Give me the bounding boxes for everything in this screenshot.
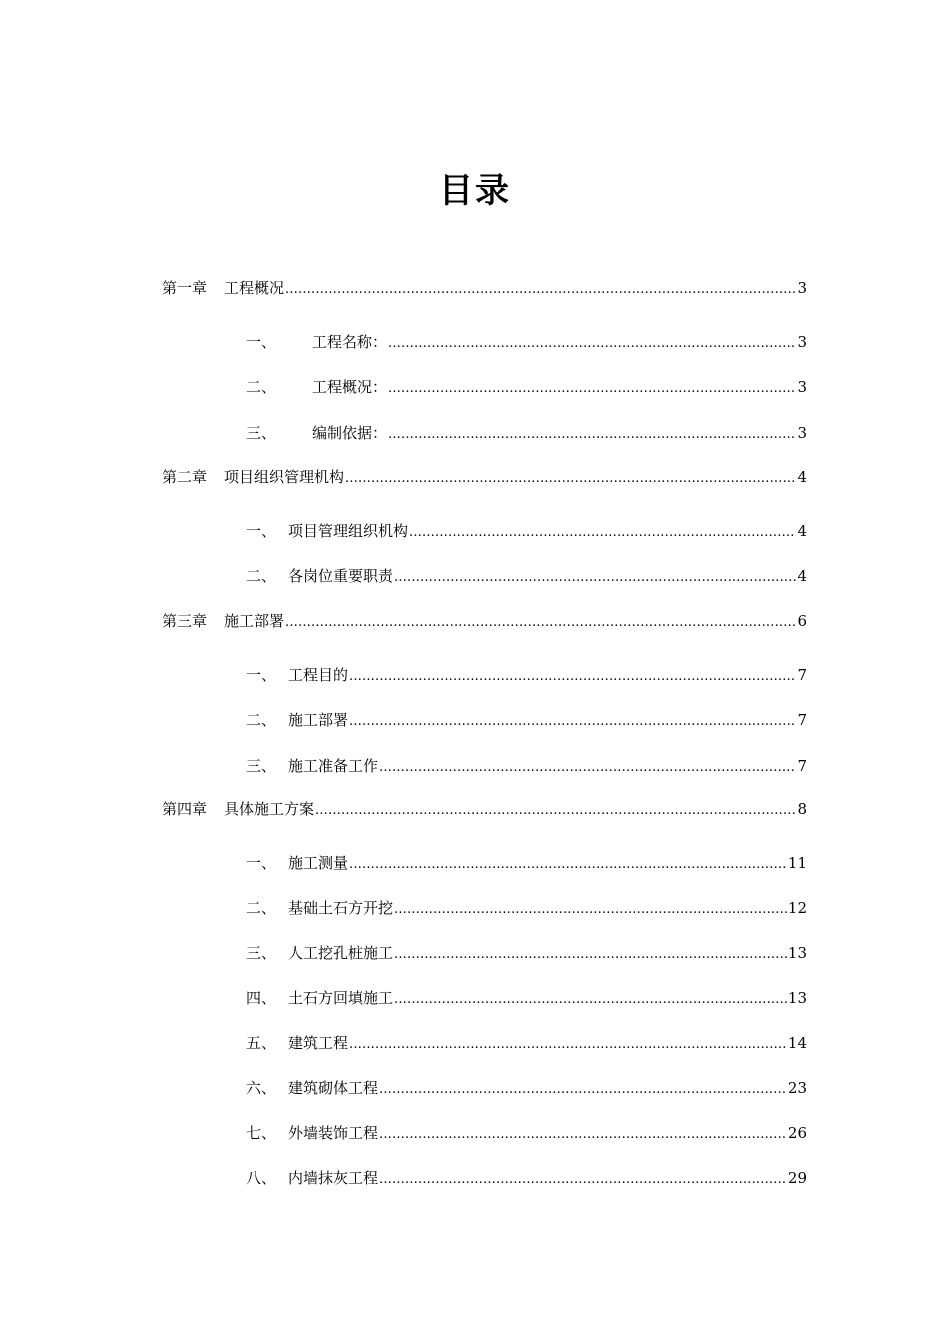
toc-title: 外墙装饰工程 xyxy=(288,1124,379,1142)
toc-number: 三、 xyxy=(246,424,277,442)
toc-number: 第二章 xyxy=(162,468,208,486)
leader-dots xyxy=(379,1080,787,1100)
toc-page-number: 3 xyxy=(797,333,807,351)
toc-title: 基础土石方开挖 xyxy=(288,899,394,917)
toc-page-number: 23 xyxy=(787,1079,807,1097)
toc-title: 内墙抹灰工程 xyxy=(288,1169,379,1187)
toc-number: 第三章 xyxy=(162,612,208,630)
toc-number: 一、 xyxy=(246,333,277,351)
toc-section[interactable] xyxy=(246,1168,807,1188)
toc-title: 施工准备工作 xyxy=(288,757,379,775)
toc-title: 建筑砌体工程 xyxy=(288,1079,379,1097)
toc-number: 六、 xyxy=(246,1079,277,1097)
toc-section[interactable] xyxy=(246,665,807,685)
leader-dots xyxy=(349,855,787,875)
toc-page-number: 13 xyxy=(787,989,807,1007)
toc-page-number: 4 xyxy=(797,468,807,486)
leader-dots xyxy=(349,1035,787,1055)
toc-number: 三、 xyxy=(246,944,277,962)
toc-page-number: 7 xyxy=(797,757,807,775)
toc-title: 土石方回填施工 xyxy=(288,989,394,1007)
toc-number: 七、 xyxy=(246,1124,277,1142)
leader-dots xyxy=(388,425,796,445)
toc-chapter-3[interactable] xyxy=(162,611,807,631)
toc-section[interactable] xyxy=(246,710,807,730)
leader-dots xyxy=(379,1125,787,1145)
toc-section[interactable] xyxy=(246,1033,807,1053)
toc-number: 五、 xyxy=(246,1034,277,1052)
toc-section[interactable] xyxy=(246,1078,807,1098)
toc-page-number: 6 xyxy=(797,612,807,630)
toc-page-number: 3 xyxy=(797,279,807,297)
toc-section[interactable] xyxy=(246,898,807,918)
toc-title: 施工部署 xyxy=(224,612,285,630)
leader-dots xyxy=(315,801,796,821)
toc-chapter-4[interactable] xyxy=(162,799,807,819)
toc-section[interactable] xyxy=(246,943,807,963)
toc-page-number: 3 xyxy=(797,424,807,442)
toc-number: 一、 xyxy=(246,666,277,684)
toc-title: 具体施工方案 xyxy=(224,800,315,818)
toc-section[interactable] xyxy=(246,423,807,443)
toc-page-number: 7 xyxy=(797,711,807,729)
toc-section[interactable] xyxy=(246,566,807,586)
toc-number: 三、 xyxy=(246,757,277,775)
leader-dots xyxy=(394,568,796,588)
toc-page-number: 4 xyxy=(797,567,807,585)
toc-number: 第四章 xyxy=(162,800,208,818)
toc-title: 项目管理组织机构 xyxy=(288,522,409,540)
leader-dots xyxy=(388,379,796,399)
leader-dots xyxy=(285,613,796,633)
leader-dots xyxy=(379,1170,787,1190)
toc-title: 施工测量 xyxy=(288,854,349,872)
toc-title: 工程概况： xyxy=(312,378,388,396)
toc-page-number: 4 xyxy=(797,522,807,540)
toc-page-number: 14 xyxy=(787,1034,807,1052)
toc-section[interactable] xyxy=(246,332,807,352)
leader-dots xyxy=(394,945,787,965)
toc-section[interactable] xyxy=(246,756,807,776)
toc-section[interactable] xyxy=(246,988,807,1008)
toc-number: 二、 xyxy=(246,711,277,729)
toc-page-number: 29 xyxy=(787,1169,807,1187)
leader-dots xyxy=(394,900,787,920)
toc-number: 二、 xyxy=(246,567,277,585)
leader-dots xyxy=(285,280,796,300)
toc-title: 工程目的 xyxy=(288,666,349,684)
leader-dots xyxy=(379,758,796,778)
toc-number: 二、 xyxy=(246,378,277,396)
toc-page-number: 26 xyxy=(787,1124,807,1142)
toc-title: 人工挖孔桩施工 xyxy=(288,944,394,962)
leader-dots xyxy=(349,667,796,687)
toc-chapter-1[interactable] xyxy=(162,278,807,298)
toc-number: 四、 xyxy=(246,989,277,1007)
leader-dots xyxy=(409,523,796,543)
leader-dots xyxy=(394,990,787,1010)
toc-section[interactable] xyxy=(246,853,807,873)
leader-dots xyxy=(345,469,796,489)
toc-page-number: 3 xyxy=(797,378,807,396)
toc-page-number: 13 xyxy=(787,944,807,962)
toc-title: 各岗位重要职责 xyxy=(288,567,394,585)
toc-chapter-2[interactable] xyxy=(162,467,807,487)
toc-number: 第一章 xyxy=(162,279,208,297)
toc-page-number: 12 xyxy=(787,899,807,917)
toc-section[interactable] xyxy=(246,521,807,541)
toc-number: 一、 xyxy=(246,522,277,540)
toc-title: 项目组织管理机构 xyxy=(224,468,345,486)
toc-section[interactable] xyxy=(246,377,807,397)
leader-dots xyxy=(349,712,796,732)
toc-title: 施工部署 xyxy=(288,711,349,729)
toc-page-number: 11 xyxy=(787,854,807,872)
toc-title: 建筑工程 xyxy=(288,1034,349,1052)
toc-number: 八、 xyxy=(246,1169,277,1187)
toc-title: 工程概况 xyxy=(224,279,285,297)
toc-title: 编制依据： xyxy=(312,424,388,442)
page-title: 目录 xyxy=(439,171,511,211)
toc-title: 工程名称： xyxy=(312,333,388,351)
toc-number: 二、 xyxy=(246,899,277,917)
toc-page-number: 8 xyxy=(797,800,807,818)
toc-page-number: 7 xyxy=(797,666,807,684)
toc-section[interactable] xyxy=(246,1123,807,1143)
toc-number: 一、 xyxy=(246,854,277,872)
leader-dots xyxy=(388,334,796,354)
